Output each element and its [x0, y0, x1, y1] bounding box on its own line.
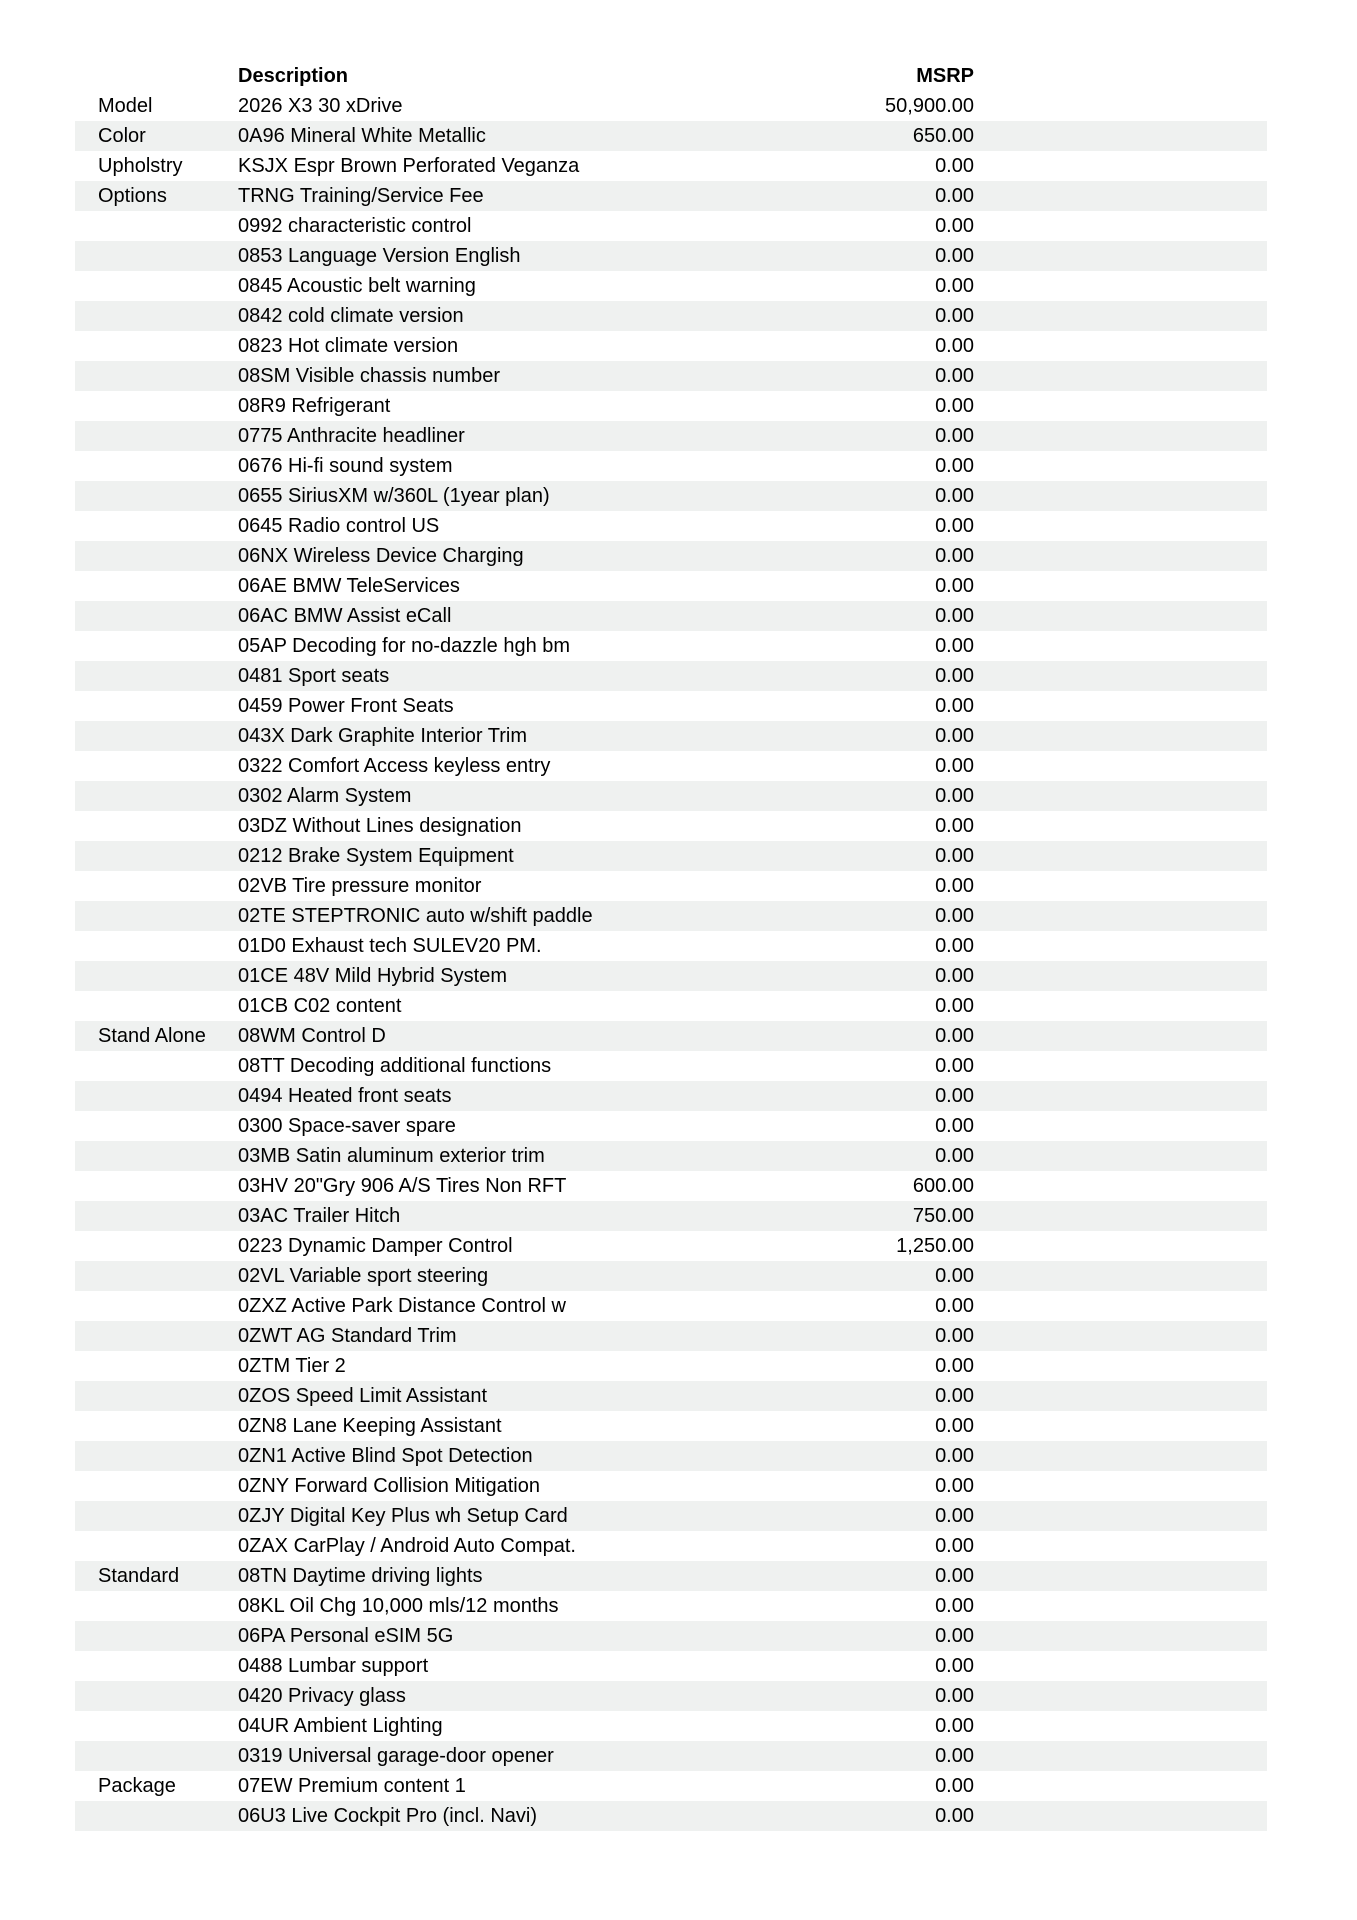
row-spacer	[974, 481, 1267, 511]
table-row	[75, 421, 1267, 451]
category-cell	[75, 1681, 238, 1711]
category-cell	[75, 1111, 238, 1141]
row-spacer	[974, 301, 1267, 331]
msrp-cell: 0.00	[935, 545, 974, 567]
msrp-cell: 0.00	[935, 635, 974, 657]
category-cell	[75, 811, 238, 841]
msrp-cell: 0.00	[935, 155, 974, 177]
msrp-cell: 0.00	[935, 665, 974, 687]
table-row	[75, 241, 1267, 271]
table-row	[75, 1111, 1267, 1141]
category-cell	[75, 841, 238, 871]
table-row	[75, 1591, 1267, 1621]
category-cell	[75, 1801, 238, 1831]
description-cell: 0845 Acoustic belt warning	[238, 275, 476, 297]
row-spacer	[974, 1711, 1267, 1741]
msrp-cell: 0.00	[935, 1085, 974, 1107]
msrp-cell: 0.00	[935, 425, 974, 447]
description-cell: 0302 Alarm System	[238, 785, 412, 807]
row-spacer	[974, 901, 1267, 931]
description-cell: 0ZNY Forward Collision Mitigation	[238, 1475, 540, 1497]
category-cell	[75, 1741, 238, 1771]
msrp-cell: 0.00	[935, 1145, 974, 1167]
msrp-cell: 0.00	[935, 695, 974, 717]
category-cell	[75, 751, 238, 781]
description-cell: 02VB Tire pressure monitor	[238, 875, 482, 897]
row-spacer	[974, 541, 1267, 571]
msrp-cell: 0.00	[935, 1745, 974, 1767]
category-cell	[75, 541, 238, 571]
msrp-cell: 0.00	[935, 305, 974, 327]
row-spacer	[974, 1051, 1267, 1081]
table-row	[75, 871, 1267, 901]
row-spacer	[974, 1651, 1267, 1681]
category-cell	[75, 1441, 238, 1471]
msrp-cell: 0.00	[935, 185, 974, 207]
msrp-cell: 50,900.00	[885, 95, 974, 117]
msrp-cell: 0.00	[935, 485, 974, 507]
msrp-cell: 1,250.00	[896, 1235, 974, 1257]
description-cell: 0459 Power Front Seats	[238, 695, 454, 717]
description-cell: 0322 Comfort Access keyless entry	[238, 755, 551, 777]
description-cell: 01CE 48V Mild Hybrid System	[238, 965, 507, 987]
msrp-cell: 0.00	[935, 1595, 974, 1617]
options-table-body	[75, 91, 1267, 1831]
table-row	[75, 1441, 1267, 1471]
row-spacer	[974, 991, 1267, 1021]
category-cell: Upholstry	[98, 155, 183, 177]
description-cell: 08SM Visible chassis number	[238, 365, 500, 387]
msrp-cell: 650.00	[912, 125, 974, 147]
table-row	[75, 1261, 1267, 1291]
description-cell: 0488 Lumbar support	[238, 1655, 429, 1677]
msrp-header: MSRP	[916, 65, 974, 87]
category-cell	[75, 1081, 238, 1111]
category-cell	[75, 1651, 238, 1681]
msrp-cell: 0.00	[935, 935, 974, 957]
row-spacer	[974, 661, 1267, 691]
category-cell	[75, 931, 238, 961]
table-row	[75, 211, 1267, 241]
msrp-cell: 0.00	[935, 785, 974, 807]
category-cell	[75, 1201, 238, 1231]
table-row	[75, 451, 1267, 481]
msrp-cell: 0.00	[935, 335, 974, 357]
category-cell	[75, 1351, 238, 1381]
category-cell: Standard	[98, 1565, 180, 1587]
table-row	[75, 1501, 1267, 1531]
table-row	[75, 661, 1267, 691]
row-spacer	[974, 211, 1267, 241]
row-spacer	[974, 1771, 1267, 1801]
row-spacer	[974, 751, 1267, 781]
msrp-cell: 0.00	[935, 1295, 974, 1317]
row-spacer	[974, 1351, 1267, 1381]
row-spacer	[974, 1471, 1267, 1501]
msrp-cell: 0.00	[935, 605, 974, 627]
row-spacer	[974, 601, 1267, 631]
description-cell: 03DZ Without Lines designation	[238, 815, 522, 837]
row-spacer	[974, 1591, 1267, 1621]
row-spacer	[974, 1171, 1267, 1201]
description-cell: 0ZOS Speed Limit Assistant	[238, 1385, 488, 1407]
vehicle-options-table	[75, 61, 1267, 1831]
category-cell	[75, 991, 238, 1021]
description-cell: 02VL Variable sport steering	[238, 1265, 489, 1287]
msrp-cell: 0.00	[935, 995, 974, 1017]
table-row	[75, 511, 1267, 541]
table-row	[75, 961, 1267, 991]
row-spacer	[974, 361, 1267, 391]
description-cell: 0992 characteristic control	[238, 215, 472, 237]
category-cell	[75, 391, 238, 421]
table-row	[75, 1141, 1267, 1171]
msrp-cell: 0.00	[935, 1685, 974, 1707]
msrp-cell: 0.00	[935, 365, 974, 387]
table-row	[75, 181, 1267, 211]
description-cell: 0676 Hi-fi sound system	[238, 455, 453, 477]
msrp-cell: 0.00	[935, 965, 974, 987]
category-cell	[75, 1411, 238, 1441]
table-row	[75, 1081, 1267, 1111]
description-cell: 08R9 Refrigerant	[238, 395, 391, 417]
category-cell	[75, 901, 238, 931]
table-row	[75, 1531, 1267, 1561]
category-cell	[75, 781, 238, 811]
description-cell: 0319 Universal garage-door opener	[238, 1745, 554, 1767]
description-cell: 0494 Heated front seats	[238, 1085, 452, 1107]
msrp-cell: 0.00	[935, 1055, 974, 1077]
description-cell: 0645 Radio control US	[238, 515, 440, 537]
table-row	[75, 1681, 1267, 1711]
row-spacer	[974, 391, 1267, 421]
table-row	[75, 1051, 1267, 1081]
table-row	[75, 1321, 1267, 1351]
row-spacer	[974, 871, 1267, 901]
category-cell	[75, 1261, 238, 1291]
msrp-cell: 0.00	[935, 1265, 974, 1287]
row-spacer	[974, 1561, 1267, 1591]
table-row	[75, 1351, 1267, 1381]
row-spacer	[974, 331, 1267, 361]
table-row	[75, 841, 1267, 871]
row-spacer	[974, 1801, 1267, 1831]
row-spacer	[974, 571, 1267, 601]
row-spacer	[974, 1411, 1267, 1441]
category-cell	[75, 1291, 238, 1321]
row-spacer	[974, 241, 1267, 271]
description-header: Description	[238, 65, 349, 87]
description-cell: 06U3 Live Cockpit Pro (incl. Navi)	[238, 1805, 537, 1827]
category-cell	[75, 1711, 238, 1741]
row-spacer	[974, 1141, 1267, 1171]
table-row	[75, 751, 1267, 781]
msrp-cell: 0.00	[935, 395, 974, 417]
category-cell	[75, 1381, 238, 1411]
row-spacer	[974, 1501, 1267, 1531]
description-cell: 02TE STEPTRONIC auto w/shift paddle	[238, 905, 593, 927]
description-cell: 07EW Premium content 1	[238, 1775, 466, 1797]
category-cell	[75, 1231, 238, 1261]
category-cell	[75, 691, 238, 721]
table-row	[75, 121, 1267, 151]
table-row	[75, 1201, 1267, 1231]
msrp-cell: 0.00	[935, 755, 974, 777]
table-row	[75, 811, 1267, 841]
category-cell: Stand Alone	[98, 1025, 206, 1047]
row-spacer	[974, 841, 1267, 871]
description-cell: 0842 cold climate version	[238, 305, 464, 327]
msrp-cell: 0.00	[935, 875, 974, 897]
row-spacer	[974, 1021, 1267, 1051]
description-cell: 0823 Hot climate version	[238, 335, 459, 357]
category-cell	[75, 481, 238, 511]
category-cell	[75, 421, 238, 451]
table-row	[75, 301, 1267, 331]
row-spacer	[974, 1621, 1267, 1651]
description-cell: 0ZXZ Active Park Distance Control w	[238, 1295, 566, 1317]
description-cell: 0ZN1 Active Blind Spot Detection	[238, 1445, 533, 1467]
msrp-cell: 0.00	[935, 215, 974, 237]
msrp-cell: 0.00	[935, 455, 974, 477]
msrp-cell: 0.00	[935, 845, 974, 867]
msrp-cell: 0.00	[935, 575, 974, 597]
category-cell	[75, 571, 238, 601]
row-spacer	[974, 961, 1267, 991]
description-cell: 06NX Wireless Device Charging	[238, 545, 524, 567]
category-cell	[75, 1471, 238, 1501]
row-spacer	[974, 1321, 1267, 1351]
category-cell	[75, 601, 238, 631]
table-row	[75, 1801, 1267, 1831]
row-spacer	[974, 121, 1267, 151]
table-row	[75, 781, 1267, 811]
row-spacer	[974, 811, 1267, 841]
category-cell	[75, 961, 238, 991]
category-cell	[75, 271, 238, 301]
row-spacer	[974, 1531, 1267, 1561]
table-row	[75, 691, 1267, 721]
msrp-cell: 0.00	[935, 1775, 974, 1797]
description-cell: 08KL Oil Chg 10,000 mls/12 months	[238, 1595, 559, 1617]
category-cell	[75, 1531, 238, 1561]
header-spacer	[974, 61, 1267, 91]
msrp-cell: 0.00	[935, 245, 974, 267]
table-row	[75, 1711, 1267, 1741]
category-cell: Options	[98, 185, 167, 207]
row-spacer	[974, 1381, 1267, 1411]
msrp-cell: 0.00	[935, 1475, 974, 1497]
table-row	[75, 1171, 1267, 1201]
category-cell	[75, 1591, 238, 1621]
description-cell: 0420 Privacy glass	[238, 1685, 406, 1707]
row-spacer	[974, 721, 1267, 751]
description-cell: 0775 Anthracite headliner	[238, 425, 465, 447]
row-spacer	[974, 511, 1267, 541]
category-cell	[75, 331, 238, 361]
row-spacer	[974, 781, 1267, 811]
msrp-cell: 0.00	[935, 1505, 974, 1527]
row-spacer	[974, 421, 1267, 451]
msrp-cell: 0.00	[935, 1535, 974, 1557]
row-spacer	[974, 1261, 1267, 1291]
description-cell: 05AP Decoding for no-dazzle hgh bm	[238, 635, 571, 657]
table-row	[75, 271, 1267, 301]
description-cell: 0481 Sport seats	[238, 665, 390, 687]
description-cell: 0853 Language Version English	[238, 245, 521, 267]
row-spacer	[974, 91, 1267, 121]
msrp-cell: 0.00	[935, 275, 974, 297]
table-row	[75, 331, 1267, 361]
description-cell: 01D0 Exhaust tech SULEV20 PM.	[238, 935, 542, 957]
table-row	[75, 1651, 1267, 1681]
table-row	[75, 1621, 1267, 1651]
description-cell: 0ZTM Tier 2	[238, 1355, 346, 1377]
description-cell: 06AC BMW Assist eCall	[238, 605, 452, 627]
table-row	[75, 481, 1267, 511]
msrp-cell: 0.00	[935, 1025, 974, 1047]
row-spacer	[974, 181, 1267, 211]
table-row	[75, 1471, 1267, 1501]
category-cell: Color	[98, 125, 146, 147]
table-header-row	[75, 61, 1267, 91]
msrp-cell: 0.00	[935, 1655, 974, 1677]
category-cell	[75, 1051, 238, 1081]
table-row	[75, 601, 1267, 631]
row-spacer	[974, 1201, 1267, 1231]
msrp-cell: 0.00	[935, 905, 974, 927]
row-spacer	[974, 631, 1267, 661]
category-cell	[75, 721, 238, 751]
description-cell: 08TT Decoding additional functions	[238, 1055, 552, 1077]
row-spacer	[974, 691, 1267, 721]
description-cell: 2026 X3 30 xDrive	[238, 95, 403, 117]
row-spacer	[974, 151, 1267, 181]
row-spacer	[974, 931, 1267, 961]
table-row	[75, 1381, 1267, 1411]
table-row	[75, 91, 1267, 121]
category-cell	[75, 1621, 238, 1651]
msrp-cell: 0.00	[935, 1805, 974, 1827]
table-row	[75, 931, 1267, 961]
description-cell: 0A96 Mineral White Metallic	[238, 125, 486, 147]
category-cell	[75, 211, 238, 241]
description-cell: 0ZWT AG Standard Trim	[238, 1325, 457, 1347]
category-cell	[75, 1501, 238, 1531]
msrp-cell: 0.00	[935, 725, 974, 747]
table-row	[75, 1741, 1267, 1771]
msrp-cell: 0.00	[935, 1355, 974, 1377]
description-cell: 043X Dark Graphite Interior Trim	[238, 725, 527, 747]
description-cell: 0300 Space-saver spare	[238, 1115, 456, 1137]
description-cell: TRNG Training/Service Fee	[238, 185, 484, 207]
msrp-cell: 0.00	[935, 1565, 974, 1587]
description-cell: 03HV 20"Gry 906 A/S Tires Non RFT	[238, 1175, 567, 1197]
row-spacer	[974, 1441, 1267, 1471]
msrp-cell: 0.00	[935, 1385, 974, 1407]
category-cell	[75, 871, 238, 901]
row-spacer	[974, 1741, 1267, 1771]
table-row	[75, 571, 1267, 601]
table-row	[75, 1231, 1267, 1261]
description-cell: 03AC Trailer Hitch	[238, 1205, 401, 1227]
description-cell: 0655 SiriusXM w/360L (1year plan)	[238, 485, 550, 507]
table-row	[75, 1561, 1267, 1591]
table-row	[75, 901, 1267, 931]
category-cell	[75, 1171, 238, 1201]
category-cell	[75, 451, 238, 481]
description-cell: 04UR Ambient Lighting	[238, 1715, 443, 1737]
table-row	[75, 391, 1267, 421]
description-cell: 06PA Personal eSIM 5G	[238, 1625, 454, 1647]
description-cell: 0212 Brake System Equipment	[238, 845, 514, 867]
description-cell: KSJX Espr Brown Perforated Veganza	[238, 155, 580, 177]
msrp-cell: 0.00	[935, 815, 974, 837]
description-cell: 08TN Daytime driving lights	[238, 1565, 483, 1587]
msrp-cell: 0.00	[935, 515, 974, 537]
table-row	[75, 151, 1267, 181]
row-spacer	[974, 1081, 1267, 1111]
category-cell	[75, 1141, 238, 1171]
msrp-cell: 0.00	[935, 1115, 974, 1137]
row-spacer	[974, 451, 1267, 481]
msrp-cell: 0.00	[935, 1415, 974, 1437]
msrp-cell: 0.00	[935, 1445, 974, 1467]
description-cell: 01CB C02 content	[238, 995, 402, 1017]
table-row	[75, 1411, 1267, 1441]
description-cell: 0223 Dynamic Damper Control	[238, 1235, 513, 1257]
description-cell: 03MB Satin aluminum exterior trim	[238, 1145, 545, 1167]
msrp-cell: 0.00	[935, 1625, 974, 1647]
table-row	[75, 1021, 1267, 1051]
category-cell	[75, 1321, 238, 1351]
row-spacer	[974, 1231, 1267, 1261]
row-spacer	[974, 271, 1267, 301]
category-cell	[75, 631, 238, 661]
table-row	[75, 721, 1267, 751]
table-row	[75, 631, 1267, 661]
description-cell: 08WM Control D	[238, 1025, 386, 1047]
row-spacer	[974, 1111, 1267, 1141]
row-spacer	[974, 1291, 1267, 1321]
category-cell	[75, 301, 238, 331]
msrp-cell: 750.00	[912, 1205, 974, 1227]
table-row	[75, 1771, 1267, 1801]
description-cell: 0ZN8 Lane Keeping Assistant	[238, 1415, 502, 1437]
category-cell	[75, 241, 238, 271]
table-row	[75, 991, 1267, 1021]
msrp-cell: 600.00	[912, 1175, 974, 1197]
msrp-cell: 0.00	[935, 1325, 974, 1347]
table-row	[75, 1291, 1267, 1321]
description-cell: 0ZJY Digital Key Plus wh Setup Card	[238, 1505, 568, 1527]
description-cell: 06AE BMW TeleServices	[238, 575, 460, 597]
category-cell: Model	[98, 95, 153, 117]
category-header	[75, 61, 238, 91]
row-spacer	[974, 1681, 1267, 1711]
category-cell	[75, 661, 238, 691]
category-cell	[75, 511, 238, 541]
category-cell	[75, 361, 238, 391]
table-row	[75, 361, 1267, 391]
description-cell: 0ZAX CarPlay / Android Auto Compat.	[238, 1535, 576, 1557]
table-row	[75, 541, 1267, 571]
msrp-cell: 0.00	[935, 1715, 974, 1737]
category-cell: Package	[98, 1775, 176, 1797]
